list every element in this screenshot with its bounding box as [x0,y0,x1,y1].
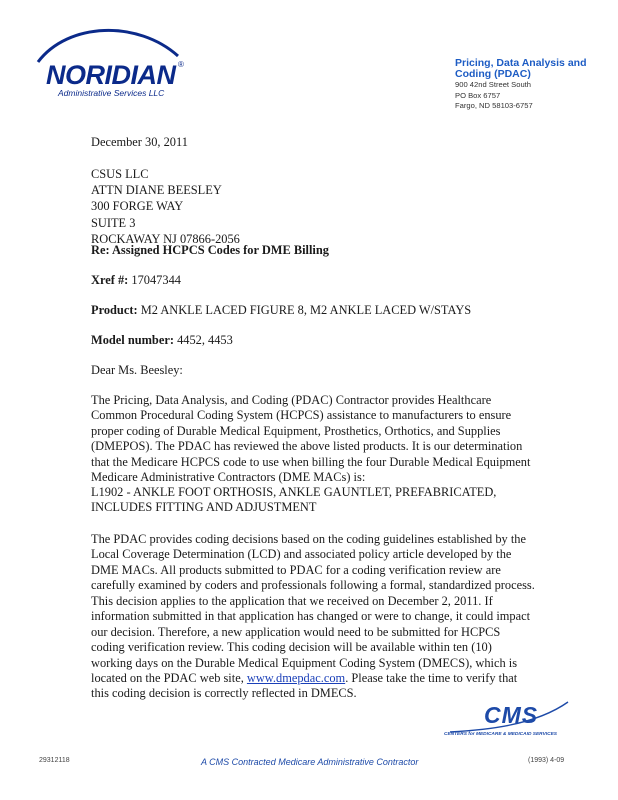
paragraph-line: Local Coverage Determination (LCD) and associated policy article developed by the [91,547,512,562]
paragraph-line: working days on the Durable Medical Equipment Coding System (DMECS), which is [91,655,518,670]
paragraph-line: information submitted in that application has changed or were to change, it could impact [91,609,531,624]
org-block [455,58,595,112]
paragraph-line: Medicare Administrative Contractors (DME MACs) is: [91,470,366,485]
paragraph-line: Common Procedural Coding System (HCPCS) assistance to manufacturers to ensure [91,408,512,423]
product-value: M2 ANKLE LACED FIGURE 8, M2 ANKLE LACED W/STAYS [140,303,472,317]
org-name: Pricing, Data Analysis and Coding (PDAC) [455,57,587,80]
recipient-line: 300 FORGE WAY [91,199,184,214]
paragraph-line: This decision applies to the application that we received on December 2, 2011. If [91,594,493,608]
model-line [91,333,233,348]
xref-label: Xref #: [91,273,129,287]
paragraph-line: our decision. Therefore, a new application would need to be submitted for HCPCS [91,624,501,639]
code-line: INCLUDES FITTING AND ADJUSTMENT [91,500,317,515]
cms-tagline: CENTERS for MEDICARE & MEDICAID SERVICES [444,732,558,737]
paragraph-decision [91,594,530,702]
recipient-line: ROCKAWAY NJ 07866-2056 [91,231,240,246]
hcpcs-code [91,485,496,516]
footer-contractor-note: A CMS Contracted Medicare Administrative Contractor [201,757,419,767]
logo-tagline: Administrative Services LLC [58,88,165,98]
paragraph-line: DME MACs. All products submitted to PDAC for a coding verification review are [91,562,501,577]
recipient-line: CSUS LLC [91,167,149,181]
letter-date: December 30, 2011 [91,135,188,149]
recipient-line: SUITE 3 [91,215,136,230]
model-label: Model number: [91,333,174,347]
logo-registered: ® [178,60,184,69]
paragraph-line: The Pricing, Data Analysis, and Coding (PDAC) Contractor provides Healthcare [91,393,492,407]
cms-wordmark: CMS [484,702,539,728]
paragraph-line: (DMEPOS). The PDAC has reviewed the above listed products. It is our determination [91,439,523,454]
xref-line [91,273,181,288]
product-line [91,303,471,318]
footer-form-number: 29312118 [39,757,70,764]
xref-value: 17047344 [131,273,181,287]
footer-revision: (1993) 4-09 [528,757,565,764]
noridian-logo [28,26,188,96]
address-line: Fargo, ND 58103-6757 [455,101,533,110]
address-line: PO Box 6757 [455,90,501,100]
dmepdac-link[interactable]: www.dmepdac.com [246,671,346,686]
link-suffix: . Please take the time to verify that [345,671,518,686]
cms-logo [444,700,574,748]
paragraph-line [91,671,530,686]
paragraph-intro [91,393,530,485]
link-prefix: located on the PDAC web site, [91,671,247,686]
paragraph-line: coding verification review. This coding decision will be available within ten (10) [91,640,492,655]
salutation: Dear Ms. Beesley: [91,363,183,377]
recipient-block [91,166,240,247]
code-line: L1902 - ANKLE FOOT ORTHOSIS, ANKLE GAUNTLET, PREFABRICATED, [91,485,497,499]
product-label: Product: [91,303,138,317]
logo-name: NORIDIAN [46,60,176,90]
paragraph-line: proper coding of Durable Medical Equipment, Prosthetics, Orthotics, and Supplies [91,423,501,438]
paragraph-line: The PDAC provides coding decisions based on the coding guidelines established by the [91,532,526,546]
address-line: 900 42nd Street South [455,80,531,89]
recipient-line: ATTN DIANE BEESLEY [91,183,222,198]
paragraph-guidelines [91,532,535,594]
paragraph-line: carefully examined by coders and professionals following a formal, standardized process. [91,578,535,593]
paragraph-line: this coding decision is correctly reflected in DMECS. [91,686,357,701]
model-value: 4452, 4453 [177,333,233,347]
subject-line: Re: Assigned HCPCS Codes for DME Billing [91,243,329,257]
paragraph-line: that the Medicare HCPCS code to use when billing the four Durable Medical Equipment [91,454,531,469]
